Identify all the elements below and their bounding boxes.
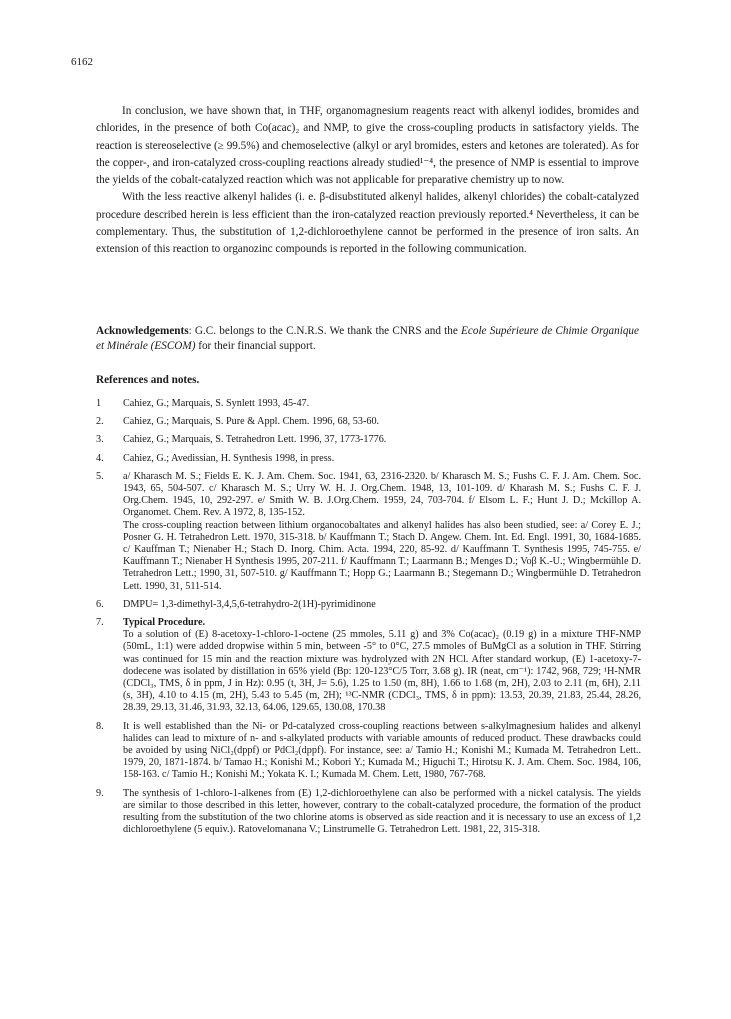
- page-number: 6162: [71, 56, 93, 68]
- reference-text-continued: The cross-coupling reaction between lithium organocobaltates and alkenyl halides has also been studied, see: a/ Corey E. J.; Posner G. H. Tetrahedron Lett. 1970, 315-318. b/ Kauffmann T.; Stach D. Angew. Chem. Int. Ed. Engl. 1991, 30, 1684-1685. c/ Kauffman T.; Nienaber H.; Stach D. Inorg. Chim. Acta. 1994, 220, 85-92. d/ Kauffmann T. Synthesis 1995, 745-755. e/ Kauffmann T.; Nienaber H Synthesis 1995, 207-211. f/ Kauffmann T.; Laarmann B.; Menges D.; Voβ K.-U.; Wingbermühle D. Tetrahedron Lett.; 1990, 31, 507-510. g/ Kauffmann T.; Hopp G.; Laarmann B.; Stegemann D.; Wingbermühle D. Tetrahedron Lett. 1990, 31, 511-514.: [123, 519, 641, 592]
- reference-text: a/ Kharasch M. S.; Fields E. K. J. Am. Chem. Soc. 1941, 63, 2316-2320. b/ Kharasch M. S.; Fushs C. F. J. Am. Chem. Soc. 1943, 65, 504-507. c/ Kharasch M. S.; Urry W. H. J. Org.Chem. 1948, 13, 101-109. d/ Kharash M. S.; Fushs C. F. J. Org.Chem. 1945, 10, 292-297. e/ Smith W. B. J.Org.Chem. 1959, 24, 703-704. f/ Elsom L. F.; Hunt J. D.; Mckillop A. Organomet. Chem. Rev. A 1972, 8, 135-152.: [123, 470, 641, 519]
- reference-number: 2.: [96, 416, 104, 428]
- reference-number: 5.: [96, 470, 104, 482]
- reference-number: 6.: [96, 598, 104, 610]
- references-title: References and notes.: [96, 374, 200, 386]
- body-text: [96, 103, 639, 259]
- reference-text: Cahiez, G.; Marquais, S. Synlett 1993, 45-47.: [123, 398, 310, 409]
- reference-item: [96, 471, 641, 593]
- reference-text: DMPU= 1,3-dimethyl-3,4,5,6-tetrahydro-2(1H)-pyrimidinone: [123, 598, 376, 610]
- reference-text: The synthesis of 1-chloro-1-alkenes from (E) 1,2-dichloroethylene can also be performed with a nickel catalysis. The yields are similar to those described in this letter, however, contrary to the cobalt-catalyzed procedure, the formation of the product resulting from the substitution of the two chlorine atoms is observed as side reaction and it is necessary to use an excess of 1,2 dichloroethylene (5 equiv.). Ratovelomanana V.; Linstrumelle G. Tetrahedron Lett. 1981, 22, 315-318.: [123, 787, 641, 836]
- acknowledgements: [96, 324, 639, 353]
- reference-item: [96, 453, 641, 465]
- references-list: [96, 398, 641, 843]
- ack-text-b: for their financial support.: [195, 339, 316, 352]
- reference-number: 1: [96, 398, 102, 409]
- reference-text: Cahiez, G.; Marquais, S. Tetrahedron Lett. 1996, 37, 1773-1776.: [123, 434, 387, 446]
- ack-school: Ecole Supérieure de Chimie Organique et Minérale (ESCOM): [96, 325, 639, 352]
- reference-number: 4.: [96, 452, 104, 464]
- reference-item: [96, 416, 641, 428]
- reference-item: [96, 398, 641, 410]
- reference-text: Cahiez, G.; Marquais, S. Pure & Appl. Chem. 1996, 68, 53-60.: [123, 416, 380, 428]
- reference-item: [96, 721, 641, 782]
- ack-text-a: : G.C. belongs to the C.N.R.S. We thank the CNRS and the: [188, 325, 462, 337]
- reference-number: 3.: [96, 434, 104, 446]
- procedure-title: Typical Procedure.: [123, 617, 206, 629]
- reference-item: [96, 434, 641, 446]
- ack-label: Acknowledgements: [96, 325, 189, 337]
- reference-text: Cahiez, G.; Avedissian, H. Synthesis 1998, in press.: [123, 452, 335, 464]
- alkenyl-halides-paragraph: With the less reactive alkenyl halides (i. e. β-disubstituted alkenyl halides, alkenyl chlorides) the cobalt-catalyzed procedure described herein is less efficient than the iron-catalyzed reaction previously reported.⁴ Nevertheless, it can be complementary. Thus, the substitution of 1,2-dichloroethylene cannot be performed in the presence of iron salts. An extension of this reaction to organozinc compounds is reported in the following communication.: [96, 191, 639, 256]
- reference-text: It is well established than the Ni- or Pd-catalyzed cross-coupling reactions between s-alkylmagnesium halides and alkenyl halides can lead to mixture of n- and s-alkylated products with variable amounts of reduced product. These drawbacks could be avoided by using NiCl₂(dppf) or PdCl₂(dppf). For instance, see: a/ Tamio H.; Konishi M.; Kumada M. Tetrahedron Lett.. 1979, 20, 1871-1874. b/ Tamao H.; Konishi M.; Kobori Y.; Kumada M.; Higuchi T.; Hirotsu K. J. Am. Chem. Soc. 1984, 106, 158-163. c/ Tamio H.; Konishi M.; Yokata K. I.; Kumada M. Chem. Lett, 1980, 767-768.: [123, 720, 641, 781]
- reference-number: 7.: [96, 617, 104, 629]
- reference-number: 9.: [96, 787, 104, 799]
- reference-item: [96, 617, 641, 715]
- conclusion-paragraph: In conclusion, we have shown that, in THF, organomagnesium reagents react with alkenyl iodides, bromides and chlorides, in the presence of both Co(acac)₂ and NMP, to give the cross-coupling products in satisfactory yields. The reaction is stereoselective (≥ 99.5%) and chemoselective (alkyl or aryl bromides, esters and ketones are tolerated). As for the copper-, and iron-catalyzed cross-coupling reactions already studied¹⁻⁴, the presence of NMP is essential to improve the yields of the cobalt-catalyzed reaction which was not applicable for preparative chemistry up to now.: [96, 105, 639, 187]
- reference-number: 8.: [96, 720, 104, 732]
- reference-text: To a solution of (E) 8-acetoxy-1-chloro-1-octene (25 mmoles, 5.11 g) and 3% Co(acac)₂ (0.19 g) in a mixture THF-NMP (50mL, 1:1) were added dropwise within 5 min, between -5° to 0°C, 27.5 mmoles of BuMgCl as a solution in THF. Stirring was continued for 15 min and the reaction mixture was hydrolyzed with 2N HCl. After standard workup, (E) 1-acetoxy-7-dodecene was isolated by distillation in 65% yield (Bp: 120-123°C/5 Torr, 3.68 g). IR (neat, cm⁻¹): 1742, 968, 729; ¹H-NMR (CDCl₃, TMS, δ in ppm, J in Hz): 0.95 (t, 3H, J= 5.6), 1.25 to 1.50 (m, 8H), 1.66 to 1.68 (m, 2H), 2.03 to 2.11 (m, 6H), 2.11 (s, 3H), 4.10 to 4.15 (m, 2H), 5.43 to 5.45 (m, 2H); ¹³C-NMR (CDCl₃, TMS, δ in ppm): 13.53, 20.39, 21.83, 25.44, 28.26, 28.39, 29.13, 31.46, 31.93, 32.13, 64.06, 129.65, 130.08, 170.38: [123, 629, 641, 714]
- reference-item: [96, 788, 641, 837]
- reference-item: [96, 599, 641, 611]
